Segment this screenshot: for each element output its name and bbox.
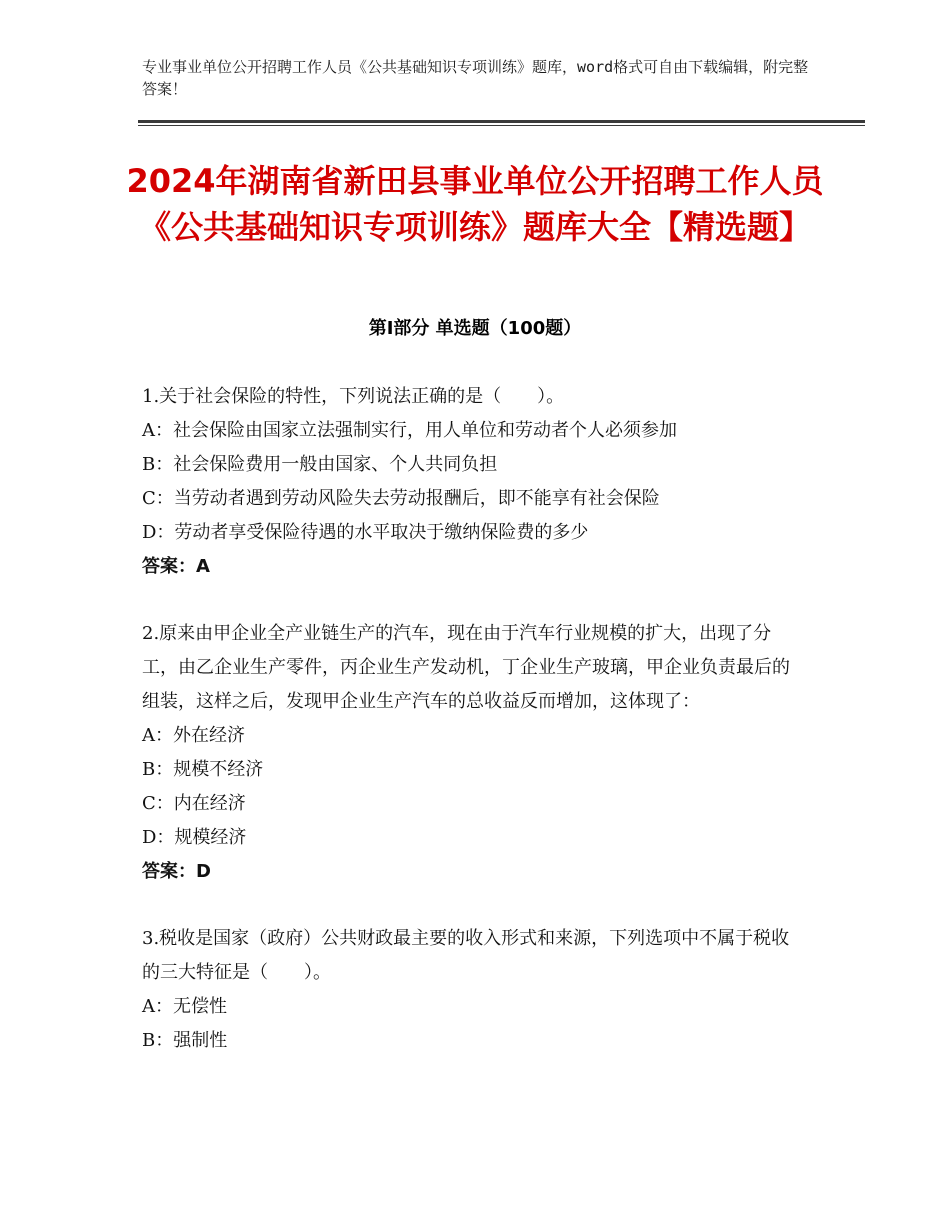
option-a: A：社会保险由国家立法强制实行，用人单位和劳动者个人必须参加 [142, 420, 677, 441]
answer-line: 答案：A [142, 556, 210, 577]
option-c: C：内在经济 [142, 793, 246, 814]
question-text: 1.关于社会保险的特性，下列说法正确的是（ ）。 [142, 386, 565, 407]
header-divider-thin [138, 125, 865, 126]
option-b: B：强制性 [142, 1030, 228, 1051]
section-title: 第Ⅰ部分 单选题（100题） [368, 318, 582, 339]
option-b: B：社会保险费用一般由国家、个人共同负担 [142, 454, 498, 475]
question-text: 2.原来由甲企业全产业链生产的汽车，现在由于汽车行业规模的扩大，出现了分工，由乙企业生产零件，丙企业生产发动机，丁企业生产玻璃，甲企业负责最后的组装，这样之后，发现甲企业生产汽车的总收益反而增加，这体现了： [142, 623, 790, 712]
option-c: C：当劳动者遇到劳动风险失去劳动报酬后，即不能享有社会保险 [142, 488, 660, 509]
option-a: A：外在经济 [142, 725, 245, 746]
question-1 [142, 380, 802, 584]
header-note: 专业事业单位公开招聘工作人员《公共基础知识专项训练》题库，word格式可自由下载编辑，附完整答案！ [142, 58, 809, 98]
question-2 [142, 617, 802, 889]
option-a: A：无偿性 [142, 996, 227, 1017]
document-title: 2024年湖南省新田县事业单位公开招聘工作人员《公共基础知识专项训练》题库大全【精选题】 [126, 162, 824, 246]
question-text: 3.税收是国家（政府）公共财政最主要的收入形式和来源，下列选项中不属于税收的三大特征是（ ）。 [142, 928, 790, 983]
option-b: B：规模不经济 [142, 759, 264, 780]
answer-line: 答案：D [142, 861, 211, 882]
header-divider-thick [138, 120, 865, 123]
question-list [142, 380, 802, 1091]
question-3 [142, 922, 802, 1058]
option-d: D：规模经济 [142, 827, 247, 848]
option-d: D：劳动者享受保险待遇的水平取决于缴纳保险费的多少 [142, 522, 589, 543]
